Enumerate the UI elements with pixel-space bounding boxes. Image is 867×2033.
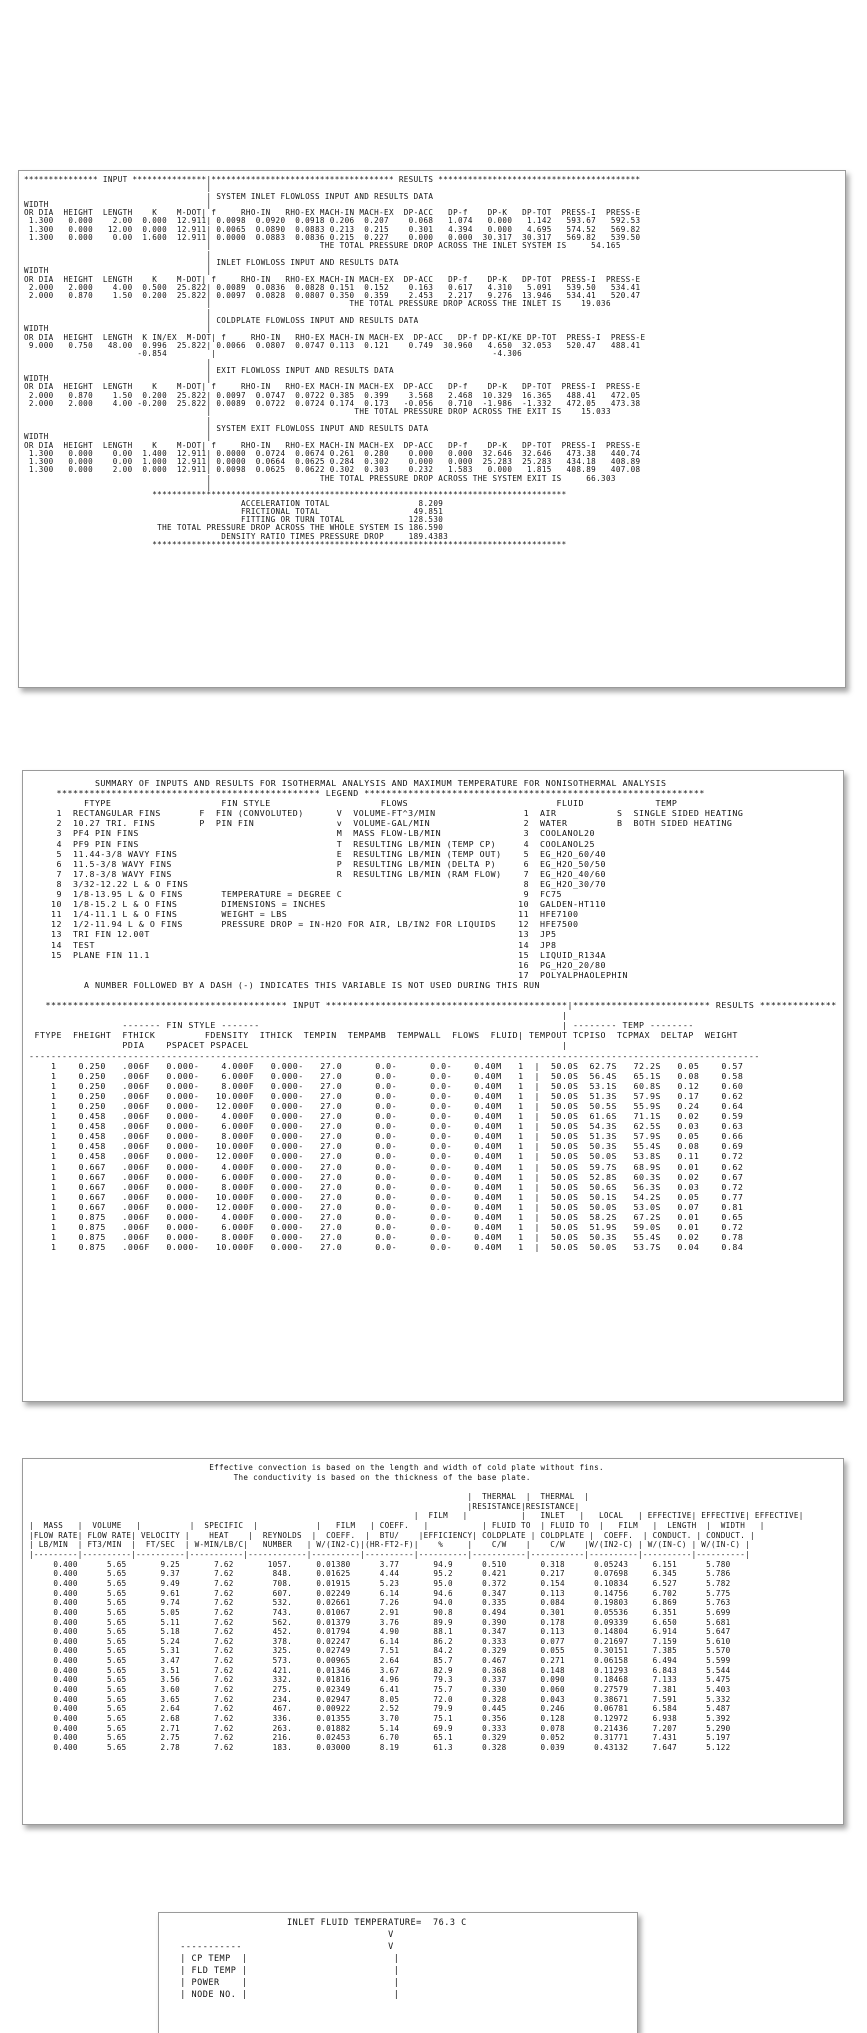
text-line: 17 POLYALPHAOLEPHIN bbox=[29, 969, 628, 980]
text-line: 1 0.250 .006F 0.000- 12.000F 0.000- 27.0 0.0- 0.0- 0.40M 1 | 50.0S 50.5S 55.9S 0.24 0.64 bbox=[29, 1101, 744, 1111]
text-line: FRICTIONAL TOTAL 49.851 bbox=[24, 506, 444, 516]
text-line: 1.300 0.000 0.00 1.600 12.911| 0.0000 0.0883 0.0836 0.215 0.227 0.000 0.000 30.317 30.317 569.82 539.50 bbox=[24, 233, 641, 243]
isothermal-summary-text bbox=[29, 778, 837, 1252]
text-line: | bbox=[24, 307, 212, 317]
text-line: DENSITY RATIO TIMES PRESSURE DROP 189.4383 bbox=[24, 531, 449, 541]
text-line: WIDTH | bbox=[24, 266, 212, 276]
text-line: | FLD TEMP | | bbox=[169, 1966, 400, 1976]
text-line: ACCELERATION TOTAL 8.209 bbox=[24, 498, 444, 508]
text-line: OR DIA HEIGHT LENGTH K M-DOT| f RHO-IN RHO-EX MACH-IN MACH-EX DP-ACC DP-f DP-K DP-TOT PRESS-I PRESS-E bbox=[24, 440, 641, 450]
text-line: 0.400 5.65 9.49 7.62 708. 0.01915 5.23 95.0 0.372 0.154 0.10834 6.527 5.782 bbox=[29, 1578, 731, 1588]
text-line: 1 0.875 .006F 0.000- 8.000F 0.000- 27.0 0.0- 0.0- 0.40M 1 | 50.0S 50.3S 55.4S 0.02 0.78 bbox=[29, 1232, 744, 1243]
text-line: 0.400 5.65 3.60 7.62 275. 0.02349 6.41 75.7 0.330 0.060 0.27579 7.381 5.403 bbox=[29, 1685, 731, 1695]
text-line: 1 0.667 .006F 0.000- 10.000F 0.000- 27.0 0.0- 0.0- 0.40M 1 | 50.0S 50.1S 54.2S 0.05 0.77 bbox=[29, 1191, 744, 1202]
text-line: 0.400 5.65 2.71 7.62 263. 0.01882 5.14 69.9 0.333 0.078 0.21436 7.207 5.290 bbox=[29, 1723, 731, 1733]
text-line: 12 1/2-11.94 L & O FINS PRESSURE DROP = IN-H2O FOR AIR, LB/IN2 FOR LIQUIDS 12 HFE7500 bbox=[29, 919, 579, 930]
text-line: 1.300 0.000 2.00 0.000 12.911| 0.0098 0.0625 0.0622 0.302 0.303 0.232 1.583 0.000 1.815 408.89 407.08 bbox=[24, 465, 641, 475]
text-line: | CP TEMP | | bbox=[169, 1954, 400, 1964]
text-line: | bbox=[24, 357, 212, 367]
text-line: FTYPE FIN STYLE FLOWS FLUID TEMP bbox=[29, 798, 678, 809]
effective-convection-panel bbox=[22, 1458, 844, 1825]
text-line: 1 0.667 .006F 0.000- 6.000F 0.000- 27.0 0.0- 0.0- 0.40M 1 | 50.0S 52.8S 60.3S 0.02 0.67 bbox=[29, 1171, 744, 1182]
isothermal-summary-panel bbox=[22, 770, 844, 1402]
text-line: 0.400 5.65 2.68 7.62 336. 0.01355 3.70 75.1 0.356 0.128 0.12972 6.938 5.392 bbox=[29, 1714, 731, 1724]
text-line: 1.300 0.000 12.00 0.000 12.911| 0.0065 0.0890 0.0883 0.213 0.215 0.301 4.394 0.000 4.695 574.52 569.82 bbox=[24, 224, 641, 234]
text-line: 0.400 5.65 5.05 7.62 743. 0.01067 2.91 90.8 0.494 0.301 0.05536 6.351 5.699 bbox=[29, 1607, 731, 1617]
node-diagram-panel bbox=[158, 1912, 638, 2033]
text-line: | bbox=[24, 415, 212, 425]
text-line: | THE TOTAL PRESSURE DROP ACROSS THE SYSTEM EXIT IS 66.303 bbox=[24, 473, 616, 483]
text-line: | THE TOTAL PRESSURE DROP ACROSS THE INLET SYSTEM IS 54.165 bbox=[24, 241, 621, 251]
text-line: 10 1/8-15.2 L & O FINS DIMENSIONS = INCHES 10 GALDEN-HT110 bbox=[29, 899, 606, 910]
text-line: Effective convection is based on the length and width of cold plate without fins. bbox=[29, 1463, 604, 1472]
text-line: 0.400 5.65 3.56 7.62 332. 0.01816 4.96 79.3 0.337 0.090 0.18468 7.133 5.475 bbox=[29, 1675, 731, 1685]
text-line: A NUMBER FOLLOWED BY A DASH (-) INDICATES THIS VARIABLE IS NOT USED DURING THIS RUN bbox=[29, 979, 541, 990]
node-diagram-text bbox=[169, 1917, 467, 2001]
text-line: ************************************************************************************ bbox=[24, 540, 567, 550]
text-line: 1 0.458 .006F 0.000- 12.000F 0.000- 27.0 0.0- 0.0- 0.40M 1 | 50.0S 50.0S 53.8S 0.11 0.72 bbox=[29, 1151, 744, 1162]
text-line: 1 0.667 .006F 0.000- 12.000F 0.000- 27.0 0.0- 0.0- 0.40M 1 | 50.0S 50.0S 53.0S 0.07 0.81 bbox=[29, 1201, 744, 1212]
text-line: 0.400 5.65 2.75 7.62 216. 0.02453 6.70 65.1 0.329 0.052 0.31771 7.431 5.197 bbox=[29, 1733, 731, 1743]
text-line: 0.400 5.65 5.11 7.62 562. 0.01379 3.76 89.9 0.390 0.178 0.09339 6.650 5.681 bbox=[29, 1617, 731, 1627]
text-line: | THE TOTAL PRESSURE DROP ACROSS THE EXIT IS 15.033 bbox=[24, 407, 611, 417]
text-line: | bbox=[29, 1010, 568, 1021]
text-line: 6 11.5-3/8 WAVY FINS P RESULTING LB/MIN (DELTA P) 6 EG_H2O_50/50 bbox=[29, 858, 606, 869]
text-line: 0.400 5.65 3.65 7.62 234. 0.02947 8.05 72.0 0.328 0.043 0.38671 7.591 5.332 bbox=[29, 1694, 731, 1704]
flowloss-results-text bbox=[24, 176, 645, 549]
text-line: 14 TEST 14 JP8 bbox=[29, 939, 557, 950]
text-line: | SYSTEM INLET FLOWLOSS INPUT AND RESULTS DATA bbox=[24, 191, 434, 201]
text-line: FTYPE FHEIGHT FTHICK FDENSITY ITHICK TEMPIN TEMPAMB TEMPWALL FLOWS FLUID| TEMPOUT TCPISO TCPMAX DELTAP WEIGHT bbox=[29, 1030, 738, 1041]
text-line: 1 0.458 .006F 0.000- 4.000F 0.000- 27.0 0.0- 0.0- 0.40M 1 | 50.0S 61.6S 71.1S 0.02 0.59 bbox=[29, 1111, 744, 1122]
text-line: 9 1/8-13.95 L & O FINS TEMPERATURE = DEGREE C 9 FC75 bbox=[29, 889, 563, 900]
text-line: 0.400 5.65 2.64 7.62 467. 0.00922 2.52 79.9 0.445 0.246 0.06781 6.584 5.487 bbox=[29, 1704, 731, 1714]
text-line: 3 PF4 PIN FINS M MASS FLOW-LB/MIN 3 COOLANOL20 bbox=[29, 828, 596, 839]
text-line: 1 0.875 .006F 0.000- 6.000F 0.000- 27.0 0.0- 0.0- 0.40M 1 | 50.0S 51.9S 59.0S 0.01 0.72 bbox=[29, 1222, 744, 1233]
text-line: V bbox=[169, 1930, 394, 1940]
text-line: 16 PG_H2O_20/80 bbox=[29, 959, 606, 970]
text-line: ------- FIN STYLE ------- | -------- TEMP -------- bbox=[29, 1020, 694, 1031]
text-line: FITTING OR TURN TOTAL 128.530 bbox=[24, 515, 444, 525]
text-line: | MASS | VOLUME | | SPECIFIC | | FILM | COEFF. | | FLUID TO | FLUID TO | FILM | LENGTH | WIDTH | bbox=[29, 1520, 765, 1530]
text-line: 9.000 0.750 48.00 0.996 25.822| 0.0066 0.0807 0.0747 0.113 0.121 0.749 30.960 4.650 32.053 520.47 488.41 bbox=[24, 340, 641, 350]
text-line: ************************************************ LEGEND ************************************************************** bbox=[29, 788, 705, 799]
text-line: ******************************************** INPUT ********************************************|************************* RESULTS ************** bbox=[29, 1000, 837, 1011]
text-line: 8 3/32-12.22 L & O FINS 8 EG_H2O_30/70 bbox=[29, 878, 606, 889]
text-line: |---------|----------|----------|-----------|------------|----------|----------|----------|-----------|-----------|----------|----------|----------| bbox=[29, 1549, 751, 1559]
text-line: 0.400 5.65 3.47 7.62 573. 0.00965 2.64 85.7 0.467 0.271 0.06158 6.494 5.599 bbox=[29, 1656, 731, 1666]
text-line: 1 0.458 .006F 0.000- 10.000F 0.000- 27.0 0.0- 0.0- 0.40M 1 | 50.0S 50.3S 55.4S 0.08 0.69 bbox=[29, 1141, 744, 1152]
text-line: 0.400 5.65 2.78 7.62 183. 0.03000 8.19 61.3 0.328 0.039 0.43132 7.647 5.122 bbox=[29, 1743, 731, 1753]
text-line: WIDTH | bbox=[24, 324, 212, 334]
text-line: 2 10.27 TRI. FINS P PIN FIN v VOLUME-GAL/MIN 2 WATER B BOTH SIDED HEATING bbox=[29, 818, 733, 829]
text-line: WIDTH | bbox=[24, 374, 212, 384]
text-line: The conductivity is based on the thickness of the base plate. bbox=[29, 1472, 531, 1482]
text-line: 1 0.250 .006F 0.000- 10.000F 0.000- 27.0 0.0- 0.0- 0.40M 1 | 50.0S 51.3S 57.9S 0.17 0.62 bbox=[29, 1090, 744, 1101]
text-line: | COLDPLATE FLOWLOSS INPUT AND RESULTS DATA bbox=[24, 316, 419, 326]
text-line: -0.854 | -4.306 bbox=[24, 349, 523, 359]
text-line: 1 0.250 .006F 0.000- 8.000F 0.000- 27.0 0.0- 0.0- 0.40M 1 | 50.0S 53.1S 60.8S 0.12 0.60 bbox=[29, 1080, 744, 1091]
text-line: WIDTH | bbox=[24, 199, 212, 209]
text-line: 1 0.667 .006F 0.000- 8.000F 0.000- 27.0 0.0- 0.0- 0.40M 1 | 50.0S 50.6S 56.3S 0.03 0.72 bbox=[29, 1181, 744, 1192]
text-line: 0.400 5.65 9.37 7.62 848. 0.01625 4.44 95.2 0.421 0.217 0.07698 6.345 5.786 bbox=[29, 1569, 731, 1579]
text-line: 1 0.458 .006F 0.000- 8.000F 0.000- 27.0 0.0- 0.0- 0.40M 1 | 50.0S 51.3S 57.9S 0.05 0.66 bbox=[29, 1131, 744, 1142]
text-line: | LB/MIN | FT3/MIN | FT/SEC | W-MIN/LB/C| NUMBER | W/(IN2-C)|(HR-FT2-F)| % | C/W | C/W |W/(IN2-C) | W/(IN-C) | W/(IN-C) | bbox=[29, 1540, 751, 1550]
text-line: 1 0.250 .006F 0.000- 6.000F 0.000- 27.0 0.0- 0.0- 0.40M 1 | 50.0S 56.4S 65.1S 0.08 0.58 bbox=[29, 1070, 744, 1081]
text-line: 1 0.250 .006F 0.000- 4.000F 0.000- 27.0 0.0- 0.0- 0.40M 1 | 50.0S 62.7S 72.2S 0.05 0.57 bbox=[29, 1060, 744, 1071]
text-line: THE TOTAL PRESSURE DROP ACROSS THE WHOLE SYSTEM IS 186.590 bbox=[24, 523, 444, 533]
text-line: 0.400 5.65 3.51 7.62 421. 0.01346 3.67 82.9 0.368 0.148 0.11293 6.843 5.544 bbox=[29, 1665, 731, 1675]
text-line: | FILM | | INLET | LOCAL | EFFECTIVE| EFFECTIVE| EFFECTIVE| bbox=[29, 1511, 804, 1521]
text-line: 15 PLANE FIN 11.1 15 LIQUID_R134A bbox=[29, 949, 606, 960]
text-line: OR DIA HEIGHT LENGTH K M-DOT| f RHO-IN RHO-EX MACH-IN MACH-EX DP-ACC DP-f DP-K DP-TOT PRESS-I PRESS-E bbox=[24, 382, 641, 392]
text-line: | bbox=[24, 249, 212, 259]
text-line: 2.000 2.000 4.00 0.500 25.822| 0.0089 0.0836 0.0828 0.151 0.152 0.163 0.617 4.310 5.091 539.50 534.41 bbox=[24, 282, 641, 292]
effective-convection-text bbox=[29, 1463, 804, 1753]
text-line: OR DIA HEIGHT LENGTH K M-DOT| f RHO-IN RHO-EX MACH-IN MACH-EX DP-ACC DP-f DP-K DP-TOT PRESS-I PRESS-E bbox=[24, 274, 641, 284]
text-line: 1 0.875 .006F 0.000- 10.000F 0.000- 27.0 0.0- 0.0- 0.40M 1 | 50.0S 50.0S 53.7S 0.04 0.84 bbox=[29, 1242, 744, 1253]
text-line: 7 17.8-3/8 WAVY FINS R RESULTING LB/MIN (RAM FLOW) 7 EG_H2O_40/60 bbox=[29, 868, 606, 879]
text-line: OR DIA HEIGHT LENGTH K IN/EX M-DOT| f RHO-IN RHO-EX MACH-IN MACH-EX DP-ACC DP-f DP-KI/KE DP-TOT PRESS-I PRESS-E bbox=[24, 332, 646, 342]
text-line: 1 0.875 .006F 0.000- 4.000F 0.000- 27.0 0.0- 0.0- 0.40M 1 | 50.0S 58.2S 67.2S 0.01 0.65 bbox=[29, 1212, 744, 1223]
text-line: OR DIA HEIGHT LENGTH K M-DOT| f RHO-IN RHO-EX MACH-IN MACH-EX DP-ACC DP-f DP-K DP-TOT PRESS-I PRESS-E bbox=[24, 208, 641, 218]
text-line: 11 1/4-11.1 L & O FINS WEIGHT = LBS 11 HFE7100 bbox=[29, 909, 579, 920]
text-line: | POWER | | bbox=[169, 1978, 400, 1988]
text-line: 1 0.458 .006F 0.000- 6.000F 0.000- 27.0 0.0- 0.0- 0.40M 1 | 50.0S 54.3S 62.5S 0.03 0.63 bbox=[29, 1121, 744, 1132]
text-line: 2.000 2.000 4.00 -0.200 25.822| 0.0089 0.0722 0.0724 0.174 0.173 -0.056 0.710 -1.986 -1.332 472.05 473.38 bbox=[24, 399, 641, 409]
text-line: ------------------------------------------------------------------------------------------------------------------------------------- bbox=[29, 1050, 760, 1061]
text-line: 0.400 5.65 9.25 7.62 1057. 0.01380 3.77 94.9 0.510 0.318 0.05243 6.151 5.780 bbox=[29, 1559, 731, 1569]
text-line: 0.400 5.65 9.61 7.62 607. 0.02249 6.14 94.6 0.347 0.113 0.14756 6.702 5.775 bbox=[29, 1588, 731, 1598]
text-line: 1.300 0.000 2.00 0.000 12.911| 0.0098 0.0920 0.0918 0.206 0.207 0.068 1.074 0.000 1.142 593.67 592.53 bbox=[24, 216, 641, 226]
text-line: 4 PF9 PIN FINS T RESULTING LB/MIN (TEMP CP) 4 COOLANOL25 bbox=[29, 838, 596, 849]
text-line: 0.400 5.65 5.18 7.62 452. 0.01794 4.90 88.1 0.347 0.113 0.14804 6.914 5.647 bbox=[29, 1627, 731, 1637]
text-line: INLET FLUID TEMPERATURE= 76.3 C bbox=[169, 1918, 467, 1928]
text-line: 5 11.44-3/8 WAVY FINS E RESULTING LB/MIN (TEMP OUT) 5 EG_H2O_60/40 bbox=[29, 848, 606, 859]
text-line: | INLET FLOWLOSS INPUT AND RESULTS DATA bbox=[24, 257, 399, 267]
text-line: 13 TRI FIN 12.00T 13 JP5 bbox=[29, 929, 557, 940]
text-line: SUMMARY OF INPUTS AND RESULTS FOR ISOTHERMAL ANALYSIS AND MAXIMUM TEMPERATURE FOR NONISOTHERMAL ANALYSIS bbox=[29, 778, 667, 788]
text-line: WIDTH | bbox=[24, 432, 212, 442]
text-line: 1 0.667 .006F 0.000- 4.000F 0.000- 27.0 0.0- 0.0- 0.40M 1 | 50.0S 59.7S 68.9S 0.01 0.62 bbox=[29, 1161, 744, 1172]
text-line: | SYSTEM EXIT FLOWLOSS INPUT AND RESULTS DATA bbox=[24, 423, 429, 433]
text-line: |FLOW RATE| FLOW RATE| VELOCITY | HEAT | REYNOLDS | COEFF. | BTU/ |EFFICIENCY| COLDPLATE | COLDPLATE | COEFF. | CONDUCT. | CONDUCT. | bbox=[29, 1530, 755, 1540]
text-line: 1.300 0.000 0.00 1.000 12.911| 0.0000 0.0664 0.0625 0.284 0.302 0.000 0.000 25.283 25.283 434.18 408.89 bbox=[24, 457, 641, 467]
text-line: | EXIT FLOWLOSS INPUT AND RESULTS DATA bbox=[24, 365, 394, 375]
text-line: | bbox=[24, 183, 212, 193]
text-line: ************************************************************************************ bbox=[24, 490, 567, 500]
text-line: | NODE NO. | | bbox=[169, 1990, 400, 2000]
text-line: 0.400 5.65 5.24 7.62 378. 0.02247 6.14 86.2 0.333 0.077 0.21697 7.159 5.610 bbox=[29, 1636, 731, 1646]
text-line: | THERMAL | THERMAL | bbox=[29, 1491, 590, 1501]
text-line: 0.400 5.65 5.31 7.62 325. 0.02749 7.51 84.2 0.329 0.055 0.30151 7.385 5.570 bbox=[29, 1646, 731, 1656]
text-line: PDIA PSPACET PSPACEL | bbox=[29, 1040, 568, 1051]
text-line: 2.000 0.870 1.50 0.200 25.822| 0.0097 0.0828 0.0807 0.350 0.359 2.453 2.217 9.276 13.946 534.41 520.47 bbox=[24, 291, 641, 301]
text-line: 0.400 5.65 9.74 7.62 532. 0.02661 7.26 94.0 0.335 0.084 0.19803 6.869 5.763 bbox=[29, 1598, 731, 1608]
text-line: |RESISTANCE|RESISTANCE| bbox=[29, 1501, 580, 1511]
text-line: 2.000 0.870 1.50 0.200 25.822| 0.0097 0.0747 0.0722 0.385 0.399 3.568 2.468 10.329 16.365 488.41 472.05 bbox=[24, 390, 641, 400]
flowloss-results-panel bbox=[18, 170, 846, 688]
text-line: | THE TOTAL PRESSURE DROP ACROSS THE INLET IS 19.036 bbox=[24, 299, 611, 309]
text-line: | bbox=[24, 481, 212, 491]
text-line: *************** INPUT ***************|************************************* RESULTS ***************************************** bbox=[24, 175, 641, 184]
text-line: 1 RECTANGULAR FINS F FIN (CONVOLUTED) V VOLUME-FT^3/MIN 1 AIR S SINGLE SIDED HEATING bbox=[29, 808, 744, 819]
text-line: ----------- V bbox=[169, 1942, 394, 1952]
text-line: 1.300 0.000 0.00 1.400 12.911| 0.0000 0.0724 0.0674 0.261 0.280 0.000 0.000 32.646 32.646 473.38 440.74 bbox=[24, 448, 641, 458]
